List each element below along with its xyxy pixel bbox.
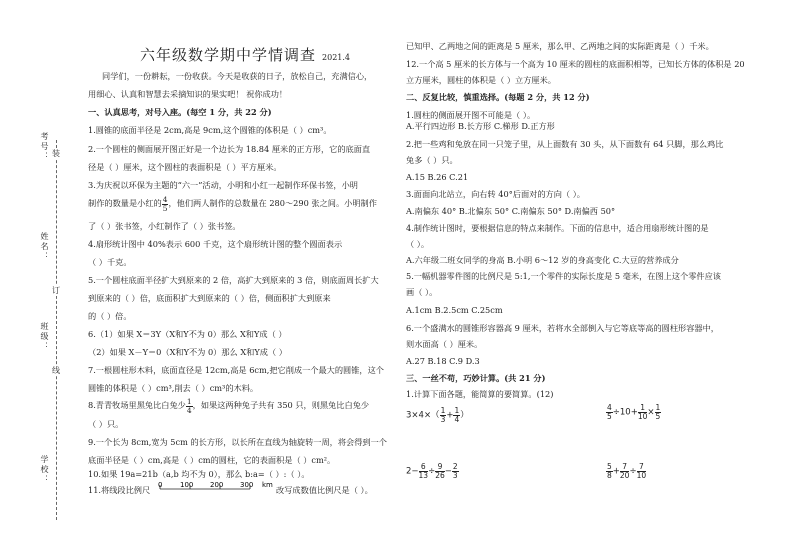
choice-4-options: A.六年级二班女同学的身高 B.小明 6～12 岁的身高变化 C.大豆的营养成分 — [406, 255, 679, 265]
calc-instructions: 1.计算下面各题，能简算的要简算。(12) — [406, 389, 554, 399]
expr4-frac-1-num: 5 — [607, 462, 612, 471]
exam-number-label: 考号： — [40, 132, 49, 162]
expr1-frac-1-num: 1 — [440, 406, 446, 415]
expr3-op-1: ÷ — [428, 466, 436, 477]
q8-text-post: ，如果这两种兔子共有 350 只，则黑兔比白兔少 — [192, 400, 370, 410]
choice-6-line-2: 则水面高（ ）厘米。 — [406, 339, 483, 349]
q9-line-2: 底面半径是（ ）cm,高是（ ）cm的圆柱，它的表面积是（ ）cm²。 — [88, 455, 336, 465]
q11-text-post: 改写成数值比例尺是（ ）。 — [276, 485, 373, 495]
expression-1 — [406, 407, 469, 423]
choice-2-options: A.15 B.26 C.21 — [406, 172, 469, 182]
scale-label-100: 100 — [180, 481, 194, 489]
q12-line-1: 12.一个高 5 厘米的长方体与一个高为 10 厘米的圆柱的底面积相等，已知长方体的体积是 20 — [406, 59, 745, 69]
expr4-frac-1-den: 8 — [607, 470, 612, 480]
choice-3-question: 3.面面向北站立，向右转 40°后面对的方向（ ）。 — [406, 189, 585, 199]
expression-4 — [606, 463, 646, 479]
section-3-heading: 三、一丝不苟，巧妙计算。(共 21 分) — [406, 373, 546, 383]
q8-fraction-numerator: 1 — [186, 397, 192, 406]
class-label: 班级： — [40, 322, 49, 352]
school-label: 学校： — [40, 455, 49, 485]
expr4-frac-2-den: 20 — [619, 470, 630, 480]
q3-fraction-numerator: 4 — [162, 195, 168, 204]
intro-line-2: 用细心、认真和智慧去采摘知识的果实吧！ 祝你成功！ — [88, 89, 288, 99]
choice-3-options: A.南偏东 40° B.北偏东 50° C.南偏东 50° D.南偏西 50° — [406, 206, 616, 216]
scale-label-unit: km — [262, 481, 273, 489]
expr4-frac-3 — [637, 463, 647, 479]
expr4-frac-3-den: 10 — [636, 470, 647, 480]
title-text: 六年级数学期中学情调查 — [140, 46, 317, 64]
expr2-frac-1-num: 4 — [607, 403, 612, 412]
choice-4-line-2: （ ）。 — [406, 239, 430, 249]
choice-2-line-2: 兔多（ ）只。 — [406, 155, 458, 165]
expr2-frac-2-num: 1 — [638, 404, 648, 413]
expression-2 — [606, 404, 661, 420]
page-title — [140, 44, 350, 65]
choice-1-options: A.平行四边形 B.长方形 C.梯形 D.正方形 — [406, 121, 555, 131]
expr2-frac-2-den: 10 — [637, 411, 648, 421]
expr2-frac-1-den: 5 — [607, 411, 612, 421]
choice-4-line-1: 4.制作统计图时，要根据信息的特点来制作。下面的信息中，适合用扇形统计图的是 — [406, 223, 709, 233]
section-2-heading: 二、反复比较，慎重选择。(每题 2 分，共 12 分) — [406, 92, 590, 102]
expression-3 — [406, 463, 459, 479]
choice-1-question: 1.圆柱的侧面展开图不可能是（ ）。 — [406, 110, 536, 120]
choice-2-line-1: 2.把一些鸡和兔放在同一只笼子里，从上面数有 30 头，从下面数有 64 只脚，那么鸡比 — [406, 139, 724, 149]
expr3-op-2: − — [444, 466, 452, 477]
expr2-frac-1 — [606, 404, 613, 420]
expr4-frac-3-num: 7 — [637, 463, 647, 472]
q11-continuation: 已知甲、乙两地之间的距离是 5 厘米，那么甲、乙两地之间的实际距离是（ ）千米。 — [406, 41, 714, 51]
q3-text-post: ，他们两人制作的总数量在 280～290 张之间。小明制作 — [168, 198, 377, 208]
q3-line-2 — [88, 196, 377, 212]
expr2-frac-3-num: 1 — [655, 403, 661, 412]
expr2-frac-2 — [638, 404, 648, 420]
expr1-frac-2-num: 1 — [454, 406, 460, 415]
q8-text-pre: 8.青青牧场里黑兔比白兔少 — [88, 400, 186, 410]
expr3-frac-3 — [452, 463, 459, 479]
expr1-frac-1-den: 3 — [440, 414, 446, 424]
q7-line-1: 7.一根圆柱形木料，底面直径是 12cm,高是 6cm,把它削成一个最大的圆锥，这个 — [88, 365, 384, 375]
expr3-frac-2-den: 26 — [435, 470, 445, 480]
section-1-heading: 一、认真思考，对号入座。(每空 1 分，共 22 分) — [88, 107, 272, 117]
name-label: 姓名： — [40, 232, 49, 262]
expr2-frac-3-den: 5 — [655, 411, 661, 421]
choice-5-options: A.1cm B.2.5cm C.25cm — [406, 305, 503, 315]
q5-line-2: 到原来的（ ）倍，底面积扩大到原来的（ ）倍，侧面积扩大到原来 — [88, 293, 331, 303]
expr1-pre: 3×4×（ — [406, 410, 440, 421]
expr1-post: ） — [460, 410, 469, 421]
q12-line-2: 立方厘米，圆柱的体积是（ ）立方厘米。 — [406, 75, 556, 85]
q3-text-pre: 制作的数量是小红的 — [88, 198, 162, 208]
expr3-frac-2-num: 9 — [435, 463, 445, 472]
expr4-op-1: + — [612, 466, 620, 477]
q11-text-pre: 11.将线段比例尺 — [88, 485, 151, 495]
choice-6-options: A.27 B.18 C.9 D.3 — [406, 356, 480, 366]
expr1-plus: + — [446, 410, 454, 421]
expr4-frac-1 — [606, 463, 613, 479]
choice-5-line-1: 5.一幅机器零件图的比例尺是 5:1,一个零件的实际长度是 5 毫米，在图上这个零件应该 — [406, 271, 721, 281]
q1: 1.圆锥的底面半径是 2cm,高是 9cm,这个圆锥的体积是（ ）cm³。 — [88, 125, 332, 135]
q2-line-2: 径是（ ）厘米，这个圆柱的表面积是（ ）平方厘米。 — [88, 162, 282, 172]
q8-line-1 — [88, 398, 369, 414]
title-date: 2021.4 — [322, 53, 351, 62]
expr3-frac-3-den: 3 — [452, 470, 458, 480]
line-scale-bar — [158, 481, 278, 491]
choice-5-line-2: 画（ ）。 — [406, 287, 438, 297]
q10: 10.如果 19a=21b（a,b 均不为 0），那么 b:a=（ ）:（ ）。 — [88, 469, 310, 479]
q8-fraction-denominator: 4 — [186, 405, 192, 415]
expr3-frac-3-num: 2 — [452, 462, 458, 471]
expr4-op-2: ÷ — [629, 466, 637, 477]
q9-line-1: 9.一个长为 8cm,宽为 5cm 的长方形，以长所在直线为轴旋转一周，将会得到一个 — [88, 437, 387, 447]
binding-margin — [0, 0, 62, 550]
expr2-op-1: ÷10+ — [612, 407, 638, 418]
cut-mark-ding: 订 — [52, 286, 60, 295]
expr1-frac-2-den: 4 — [454, 414, 460, 424]
expr3-pre: 2− — [406, 466, 419, 477]
choice-6-line-1: 6.一个盛满水的圆锥形容器高 9 厘米，若将水全部倒入与它等底等高的圆柱形容器中， — [406, 323, 719, 333]
q3-fraction-denominator: 5 — [162, 203, 168, 213]
q3-line-1: 3.为庆祝以环保为主题的“六一”活动，小明和小红一起制作环保书签，小明 — [88, 180, 358, 190]
expr3-frac-1-num: 6 — [419, 463, 429, 472]
q5-line-1: 5.一个圆柱底面半径扩大到原来的 2 倍，高扩大到原来的 3 倍，则底面周长扩大 — [88, 275, 379, 285]
q4-line-1: 4.扇形统计图中 40%表示 600 千克，这个扇形统计图的整个圆面表示 — [88, 239, 343, 249]
q8-fraction — [186, 398, 193, 414]
cut-mark-xian: 线 — [52, 366, 60, 375]
expr3-frac-1 — [419, 463, 429, 479]
q7-line-2: 圆锥的体积是（ ）cm³,削去（ ）cm³的木料。 — [88, 383, 259, 393]
q5-line-3: 的（ ）倍。 — [88, 311, 132, 321]
q3-line-3: 了（ ）张书签，小红制作了（ ）张书签。 — [88, 221, 241, 231]
scale-label-0: 0 — [158, 481, 163, 489]
intro-line-1: 同学们，一份耕耘，一份收获。今天是收获的日子，放松自己，充满信心， — [102, 71, 373, 81]
scale-label-300: 300 — [240, 481, 254, 489]
binding-dashed-line — [56, 140, 57, 520]
cut-mark-zhuang: 装 — [52, 149, 60, 158]
expr2-frac-3 — [655, 404, 662, 420]
expr2-op-2: × — [647, 407, 655, 418]
q8-line-2: （ ）只。 — [88, 419, 124, 429]
expr3-frac-1-den: 13 — [418, 470, 429, 480]
q6-part-1: 6.（1）如果 X＝3Y（X和Y不为 0）那么 X和Y成（ ） — [88, 329, 287, 339]
expr3-frac-2 — [435, 463, 445, 479]
scale-label-200: 200 — [210, 481, 224, 489]
expr4-frac-2-num: 7 — [620, 463, 630, 472]
q2-line-1: 2.一个圆柱的侧面展开图正好是一个边长为 18.84 厘米的正方形，它的底面直 — [88, 144, 371, 154]
q6-part-2: （2）如果 X－Y＝0（X和Y不为 0）那么 X和Y成（ ） — [88, 347, 287, 357]
q4-line-2: （ ）千克。 — [88, 257, 132, 267]
